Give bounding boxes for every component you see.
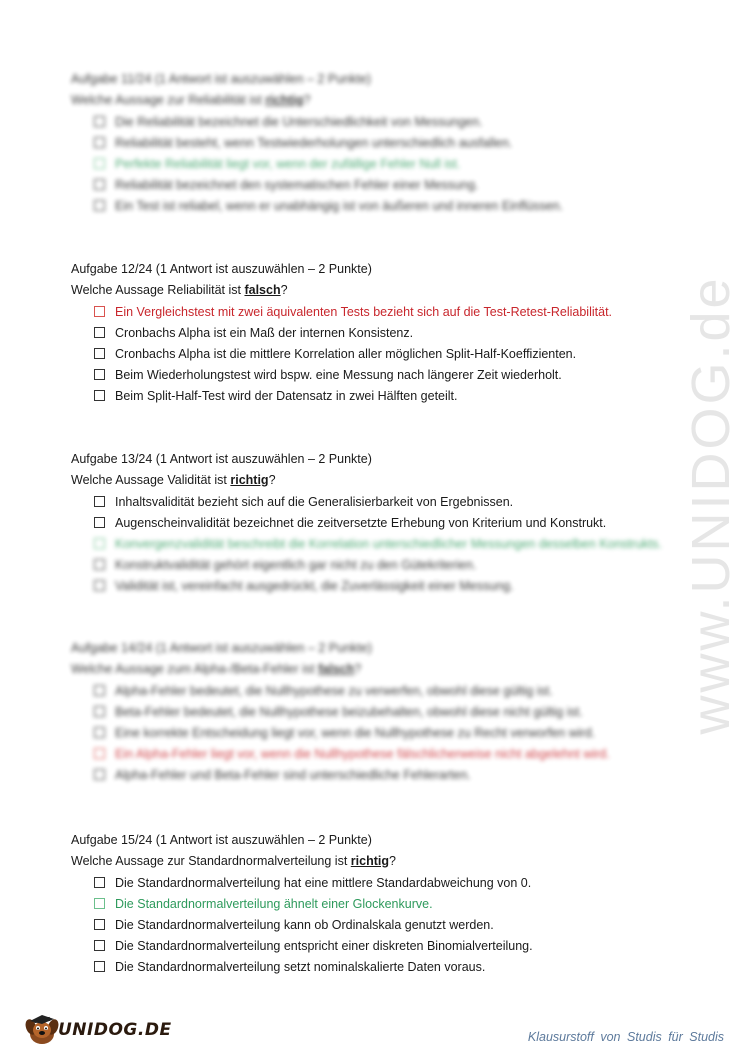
task-14 — [71, 638, 691, 785]
option[interactable]: Ein Test ist reliabel, wenn er unabhängig ist von äußeren und inneren Einflüssen. — [94, 195, 691, 216]
option[interactable]: Cronbachs Alpha ist die mittlere Korrelation aller möglichen Split-Half-Koeffizienten. — [94, 343, 691, 364]
footer-tagline: Klausurstoff von Studis für Studis — [527, 1030, 724, 1044]
option[interactable]: Augenscheinvalidität bezeichnet die zeitversetzte Erhebung von Kriterium und Konstrukt. — [94, 512, 691, 533]
task-15 — [71, 830, 691, 977]
checkbox[interactable] — [94, 348, 105, 359]
option[interactable]: Alpha-Fehler bedeutet, die Nullhypothese zu verwerfen, obwohl diese gültig ist. — [94, 680, 691, 701]
option[interactable]: Eine korrekte Entscheidung liegt vor, wenn die Nullhypothese zu Recht verworfen wird. — [94, 722, 691, 743]
checkbox[interactable] — [94, 919, 105, 930]
footer-logo[interactable] — [22, 1012, 172, 1048]
option[interactable]: Die Reliabilität bezeichnet die Unterschiedlichkeit von Messungen. — [94, 111, 691, 132]
logo-text: UNIDOG.DE — [58, 1020, 172, 1040]
option[interactable]: Die Standardnormalverteilung setzt nominalskalierte Daten voraus. — [94, 956, 691, 977]
option[interactable]: Die Standardnormalverteilung kann ob Ordinalskala genutzt werden. — [94, 914, 691, 935]
checkbox[interactable] — [94, 898, 105, 909]
checkbox[interactable] — [94, 390, 105, 401]
option[interactable]: Alpha-Fehler und Beta-Fehler sind unterschiedliche Fehlerarten. — [94, 764, 691, 785]
option[interactable]: Beim Split-Half-Test wird der Datensatz in zwei Hälften geteilt. — [94, 385, 691, 406]
task-title: Aufgabe 11/24 (1 Antwort ist auszuwählen – 2 Punkte) — [71, 72, 371, 86]
dog-mascot-icon — [22, 1012, 62, 1048]
option-wrong[interactable]: Ein Alpha-Fehler liegt vor, wenn die Nullhypothese fälschlicherweise nicht abgelehnt wird. — [94, 743, 691, 764]
watermark: www.UNIDOG.de — [681, 275, 741, 735]
option[interactable]: Validität ist, vereinfacht ausgedrückt, die Zuverlässigkeit einer Messung. — [94, 575, 691, 596]
option[interactable]: Die Standardnormalverteilung hat eine mittlere Standardabweichung von 0. — [94, 872, 691, 893]
checkbox[interactable] — [94, 877, 105, 888]
checkbox[interactable] — [94, 137, 105, 148]
question: Welche Aussage Reliabilität ist falsch? — [71, 283, 288, 297]
option[interactable]: Beim Wiederholungstest wird bspw. eine Messung nach längerer Zeit wiederholt. — [94, 364, 691, 385]
checkbox[interactable] — [94, 158, 105, 169]
option[interactable]: Konstruktvalidität gehört eigentlich gar nicht zu den Gütekriterien. — [94, 554, 691, 575]
option[interactable]: Reliabilität bezeichnet den systematischen Fehler einer Messung. — [94, 174, 691, 195]
checkbox[interactable] — [94, 748, 105, 759]
checkbox[interactable] — [94, 961, 105, 972]
question: Welche Aussage zur Reliabilität ist richtig? — [71, 93, 311, 107]
checkbox[interactable] — [94, 580, 105, 591]
option[interactable]: Beta-Fehler bedeutet, die Nullhypothese beizubehalten, obwohl diese nicht gültig ist. — [94, 701, 691, 722]
checkbox[interactable] — [94, 559, 105, 570]
task-13 — [71, 449, 691, 596]
option[interactable]: Reliabilität besteht, wenn Testwiederholungen unterschiedlich ausfallen. — [94, 132, 691, 153]
checkbox[interactable] — [94, 706, 105, 717]
option-correct[interactable]: Konvergenzvalidität beschreibt die Korrelation unterschiedlicher Messungen desselben Konstrukts. — [94, 533, 691, 554]
option[interactable]: Inhaltsvalidität bezieht sich auf die Generalisierbarkeit von Ergebnissen. — [94, 491, 691, 512]
task-title: Aufgabe 12/24 (1 Antwort ist auszuwählen – 2 Punkte) — [71, 262, 372, 276]
task-title: Aufgabe 15/24 (1 Antwort ist auszuwählen – 2 Punkte) — [71, 833, 372, 847]
checkbox[interactable] — [94, 727, 105, 738]
option[interactable]: Die Standardnormalverteilung entspricht einer diskreten Binomialverteilung. — [94, 935, 691, 956]
option[interactable]: Cronbachs Alpha ist ein Maß der internen Konsistenz. — [94, 322, 691, 343]
checkbox[interactable] — [94, 369, 105, 380]
checkbox[interactable] — [94, 306, 105, 317]
checkbox[interactable] — [94, 769, 105, 780]
checkbox[interactable] — [94, 538, 105, 549]
question: Welche Aussage Validität ist richtig? — [71, 473, 276, 487]
checkbox[interactable] — [94, 116, 105, 127]
question: Welche Aussage zum Alpha-/Beta-Fehler ist falsch? — [71, 662, 362, 676]
checkbox[interactable] — [94, 496, 105, 507]
option-correct[interactable]: Die Standardnormalverteilung ähnelt einer Glockenkurve. — [94, 893, 691, 914]
question: Welche Aussage zur Standardnormalverteilung ist richtig? — [71, 854, 396, 868]
checkbox[interactable] — [94, 327, 105, 338]
checkbox[interactable] — [94, 685, 105, 696]
checkbox[interactable] — [94, 940, 105, 951]
checkbox[interactable] — [94, 179, 105, 190]
option-correct[interactable]: Perfekte Reliabilität liegt vor, wenn der zufällige Fehler Null ist. — [94, 153, 691, 174]
task-11 — [71, 69, 691, 216]
checkbox[interactable] — [94, 517, 105, 528]
checkbox[interactable] — [94, 200, 105, 211]
task-title: Aufgabe 14/24 (1 Antwort ist auszuwählen – 2 Punkte) — [71, 641, 372, 655]
blurred-options — [71, 533, 691, 596]
task-12 — [71, 259, 691, 406]
option-wrong[interactable]: Ein Vergleichstest mit zwei äquivalenten Tests bezieht sich auf die Test-Retest-Reliabilität. — [94, 301, 691, 322]
task-title: Aufgabe 13/24 (1 Antwort ist auszuwählen – 2 Punkte) — [71, 452, 372, 466]
